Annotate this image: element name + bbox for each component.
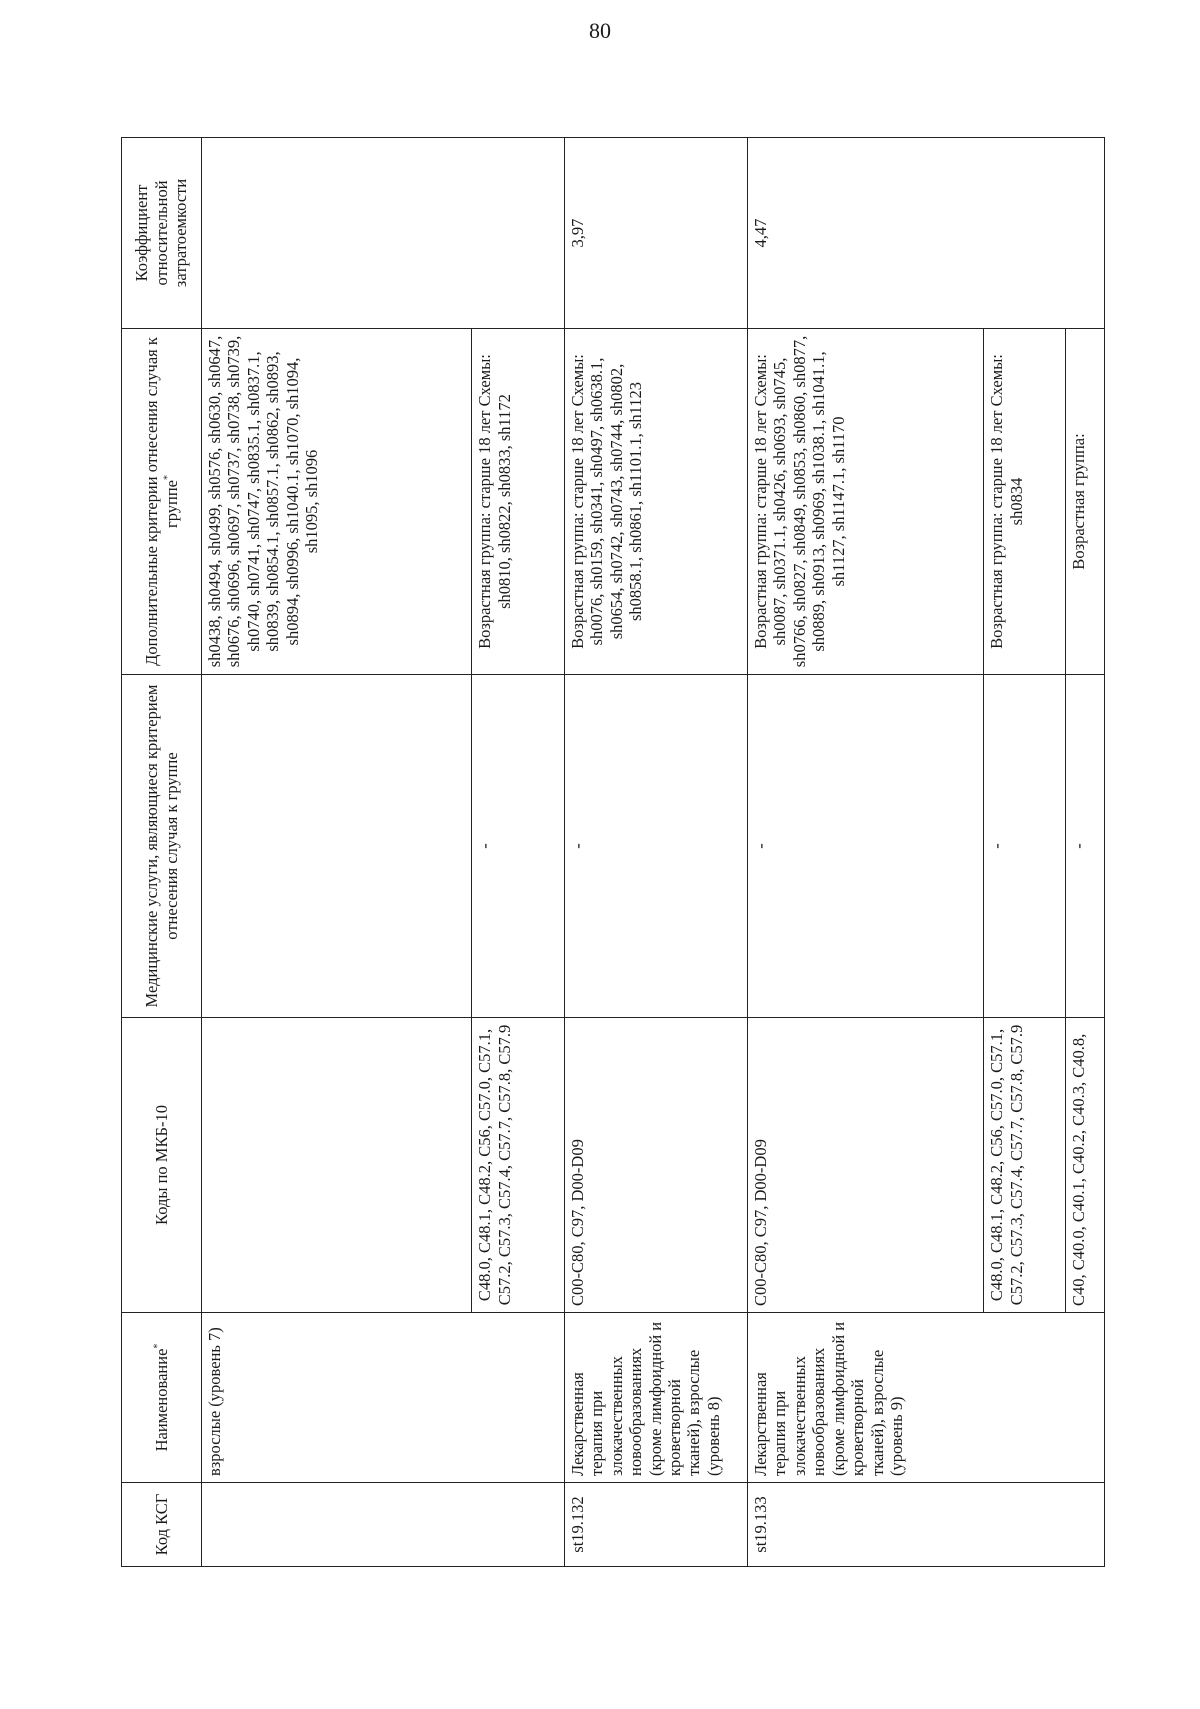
header-icd: Коды по МКБ-10 bbox=[122, 1018, 202, 1313]
group8-name: Лекарственная терапия при злокачественных новообразованиях (кроме лимфоидной и кроветворной тканей), взрослые (уровень 8) bbox=[564, 1313, 747, 1483]
group9-row2-criteria: Возрастная группа: старше 18 лет Схемы: sh0834 bbox=[984, 329, 1065, 675]
table-header-row bbox=[122, 138, 202, 1567]
group7-row2-services: - bbox=[472, 675, 564, 1018]
group7-row1-services bbox=[202, 675, 472, 1018]
group7-coef-cell bbox=[202, 138, 565, 329]
group7-name: взрослые (уровень 7) bbox=[202, 1313, 565, 1483]
group9-icd: C00-C80, C97, D00-D09 bbox=[747, 1018, 984, 1313]
group7-code-cell bbox=[202, 1483, 565, 1567]
header-criteria: Дополнительные критерии отнесения случая к группе* bbox=[122, 329, 202, 675]
table-row bbox=[564, 138, 747, 1567]
group8-icd: C00-C80, C97, D00-D09 bbox=[564, 1018, 747, 1313]
group9-name: Лекарственная терапия при злокачественных новообразованиях (кроме лимфоидной и кроветворной тканей), взрослые (уровень 9) bbox=[747, 1313, 1104, 1483]
group9-services: - bbox=[747, 675, 984, 1018]
header-name: Наименование* bbox=[122, 1313, 202, 1483]
header-coef: Коэффициент относительной затратоемкости bbox=[122, 138, 202, 329]
header-code: Код КСГ bbox=[122, 1483, 202, 1567]
header-services: Медицинские услуги, являющиеся критерием отнесения случая к группе bbox=[122, 675, 202, 1018]
group9-criteria: Возрастная группа: старше 18 лет Схемы: sh0087, sh0371.1, sh0426, sh0693, sh0745, sh0766, sh0827, sh0849, sh0853, sh0860, sh0877, sh0889, sh0913, sh0969, sh1038.1, sh1041.1, sh1127, sh1147.1, sh1170 bbox=[747, 329, 984, 675]
group8-coef: 3,97 bbox=[564, 138, 747, 329]
group9-row3-icd: C40, C40.0, C40.1, C40.2, C40.3, C40.8, bbox=[1065, 1018, 1104, 1313]
group8-code: st19.132 bbox=[564, 1483, 747, 1567]
group7-row2-criteria: Возрастная группа: старше 18 лет Схемы: sh0810, sh0822, sh0833, sh1172 bbox=[472, 329, 564, 675]
table-row bbox=[202, 138, 472, 1567]
group8-criteria: Возрастная группа: старше 18 лет Схемы: sh0076, sh0159, sh0341, sh0497, sh0638.1, sh0654, sh0742, sh0743, sh0744, sh0802, sh0858.1, sh0861, sh1101.1, sh1123 bbox=[564, 329, 747, 675]
group8-services: - bbox=[564, 675, 747, 1018]
rotated-table-frame bbox=[121, 138, 1105, 1567]
page-number: 80 bbox=[589, 18, 611, 43]
group9-coef: 4,47 bbox=[747, 138, 1104, 329]
group9-row3-services: - bbox=[1065, 675, 1104, 1018]
group7-row1-icd bbox=[202, 1018, 472, 1313]
ksg-table bbox=[121, 137, 1105, 1567]
group9-row2-services: - bbox=[984, 675, 1065, 1018]
group7-row2-icd: C48.0, C48.1, C48.2, C56, C57.0, C57.1, C57.2, C57.3, C57.4, C57.7, C57.8, C57.9 bbox=[472, 1018, 564, 1313]
group9-code: st19.133 bbox=[747, 1483, 1104, 1567]
group7-row1-criteria: sh0438, sh0494, sh0499, sh0576, sh0630, sh0647, sh0676, sh0696, sh0697, sh0737, sh0738, sh0739, sh0740, sh0741, sh0747, sh0835.1, sh0837.1, sh0839, sh0854.1, sh0857.1, sh0862, sh0893, sh0894, sh0996, sh1040.1, sh1070, sh1094, sh1095, sh1096 bbox=[202, 329, 472, 675]
table-row bbox=[747, 138, 984, 1567]
group9-row3-criteria: Возрастная группа: bbox=[1065, 329, 1104, 675]
group9-row2-icd: C48.0, C48.1, C48.2, C56, C57.0, C57.1, C57.2, C57.3, C57.4, C57.7, C57.8, C57.9 bbox=[984, 1018, 1065, 1313]
